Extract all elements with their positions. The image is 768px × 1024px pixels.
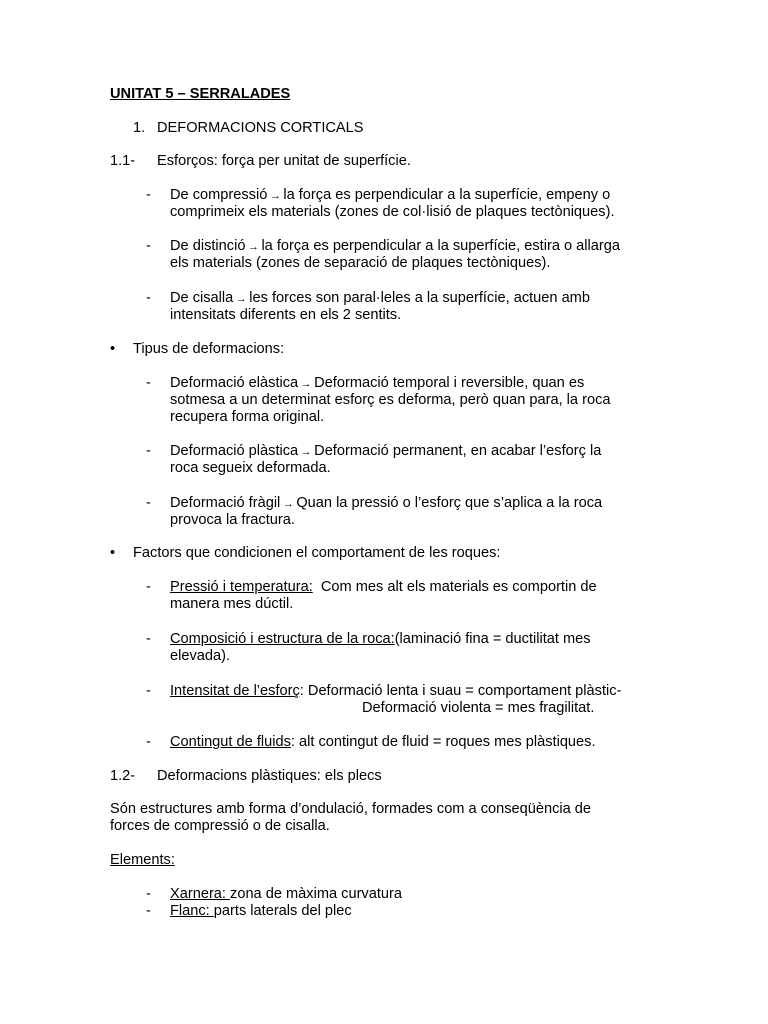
factor-item-pressio: Pressió i temperatura: Com mes alt els materials es comportin de — [170, 579, 597, 595]
arrow-right-icon: → — [282, 498, 294, 510]
list-dash: - — [146, 683, 151, 699]
esforc-item-cisalla: De cisalla → les forces son paral·leles a la superfície, actuen amb — [170, 290, 590, 306]
list-dash: - — [146, 495, 151, 511]
subsection-1-2-number: 1.2- — [110, 768, 136, 784]
list-dash: - — [146, 238, 151, 254]
subsection-1-2-heading: Deformacions plàstiques: els plecs — [157, 768, 382, 784]
list-dash: - — [146, 579, 151, 595]
factor-item-intensitat: Intensitat de l’esforç: Deformació lenta i suau = comportament plàstic- — [170, 683, 622, 699]
section-1-number: 1. — [133, 120, 146, 136]
list-dash: - — [146, 290, 151, 306]
list-dash: - — [146, 631, 151, 647]
tipus-item-fragil-cont: provoca la fractura. — [170, 512, 295, 528]
list-dash: - — [146, 734, 151, 750]
factor-item-composicio-cont: elevada). — [170, 648, 231, 664]
list-dash: - — [146, 886, 151, 902]
list-dash: - — [146, 375, 151, 391]
tipus-item-plastica: Deformació plàstica → Deformació permanent, en acabar l’esforç la — [170, 443, 602, 459]
subsection-1-1-number: 1.1- — [110, 153, 136, 169]
factors-heading: Factors que condicionen el comportament de les roques: — [133, 545, 501, 561]
tipus-item-elastica-cont: sotmesa a un determinat esforç es deforma, però quan para, la roca — [170, 392, 611, 408]
page-title: UNITAT 5 – SERRALADES — [110, 86, 291, 102]
bullet: • — [110, 341, 116, 357]
esforc-item-distincio-cont: els materials (zones de separació de plaques tectòniques). — [170, 255, 551, 271]
factor-item-fluids: Contingut de fluids: alt contingut de fluid = roques mes plàstiques. — [170, 734, 596, 750]
arrow-right-icon: → — [300, 378, 312, 390]
elements-heading: Elements: — [110, 852, 175, 868]
tipus-item-fragil: Deformació fràgil → Quan la pressió o l’esforç que s’aplica a la roca — [170, 495, 603, 511]
esforc-item-cisalla-cont: intensitats diferents en els 2 sentits. — [170, 307, 402, 323]
arrow-right-icon: → — [235, 293, 247, 305]
list-dash: - — [146, 187, 151, 203]
esforc-item-compressio: De compressió → la força es perpendicular a la superfície, empeny o — [170, 187, 611, 203]
list-dash: - — [146, 903, 151, 919]
factor-item-pressio-cont: manera mes dúctil. — [170, 596, 294, 612]
tipus-heading: Tipus de deformacions: — [133, 341, 285, 357]
paragraph-line: Són estructures amb forma d’ondulació, formades com a conseqüència de — [110, 801, 592, 817]
element-item-flanc: Flanc: parts laterals del plec — [170, 903, 352, 919]
arrow-right-icon: → — [247, 241, 259, 253]
tipus-item-elastica-cont: recupera forma original. — [170, 409, 325, 425]
tipus-item-elastica: Deformació elàstica → Deformació temporal i reversible, quan es — [170, 375, 585, 391]
list-dash: - — [146, 443, 151, 459]
esforc-item-compressio-cont: comprimeix els materials (zones de col·lisió de plaques tectòniques). — [170, 204, 615, 220]
arrow-right-icon: → — [300, 446, 312, 458]
paragraph-line: forces de compressió o de cisalla. — [110, 818, 330, 834]
section-1-heading: DEFORMACIONS CORTICALS — [157, 120, 364, 136]
arrow-right-icon: → — [269, 190, 281, 202]
factor-item-intensitat-cont: Deformació violenta = mes fragilitat. — [362, 700, 595, 716]
tipus-item-plastica-cont: roca segueix deformada. — [170, 460, 331, 476]
factor-item-composicio: Composició i estructura de la roca:(laminació fina = ductilitat mes — [170, 631, 591, 647]
esforc-item-distincio: De distinció → la força es perpendicular a la superfície, estira o allarga — [170, 238, 620, 254]
subsection-1-1-heading: Esforços: força per unitat de superfície. — [157, 153, 411, 169]
bullet: • — [110, 545, 116, 561]
element-item-xarnera: Xarnera: zona de màxima curvatura — [170, 886, 402, 902]
